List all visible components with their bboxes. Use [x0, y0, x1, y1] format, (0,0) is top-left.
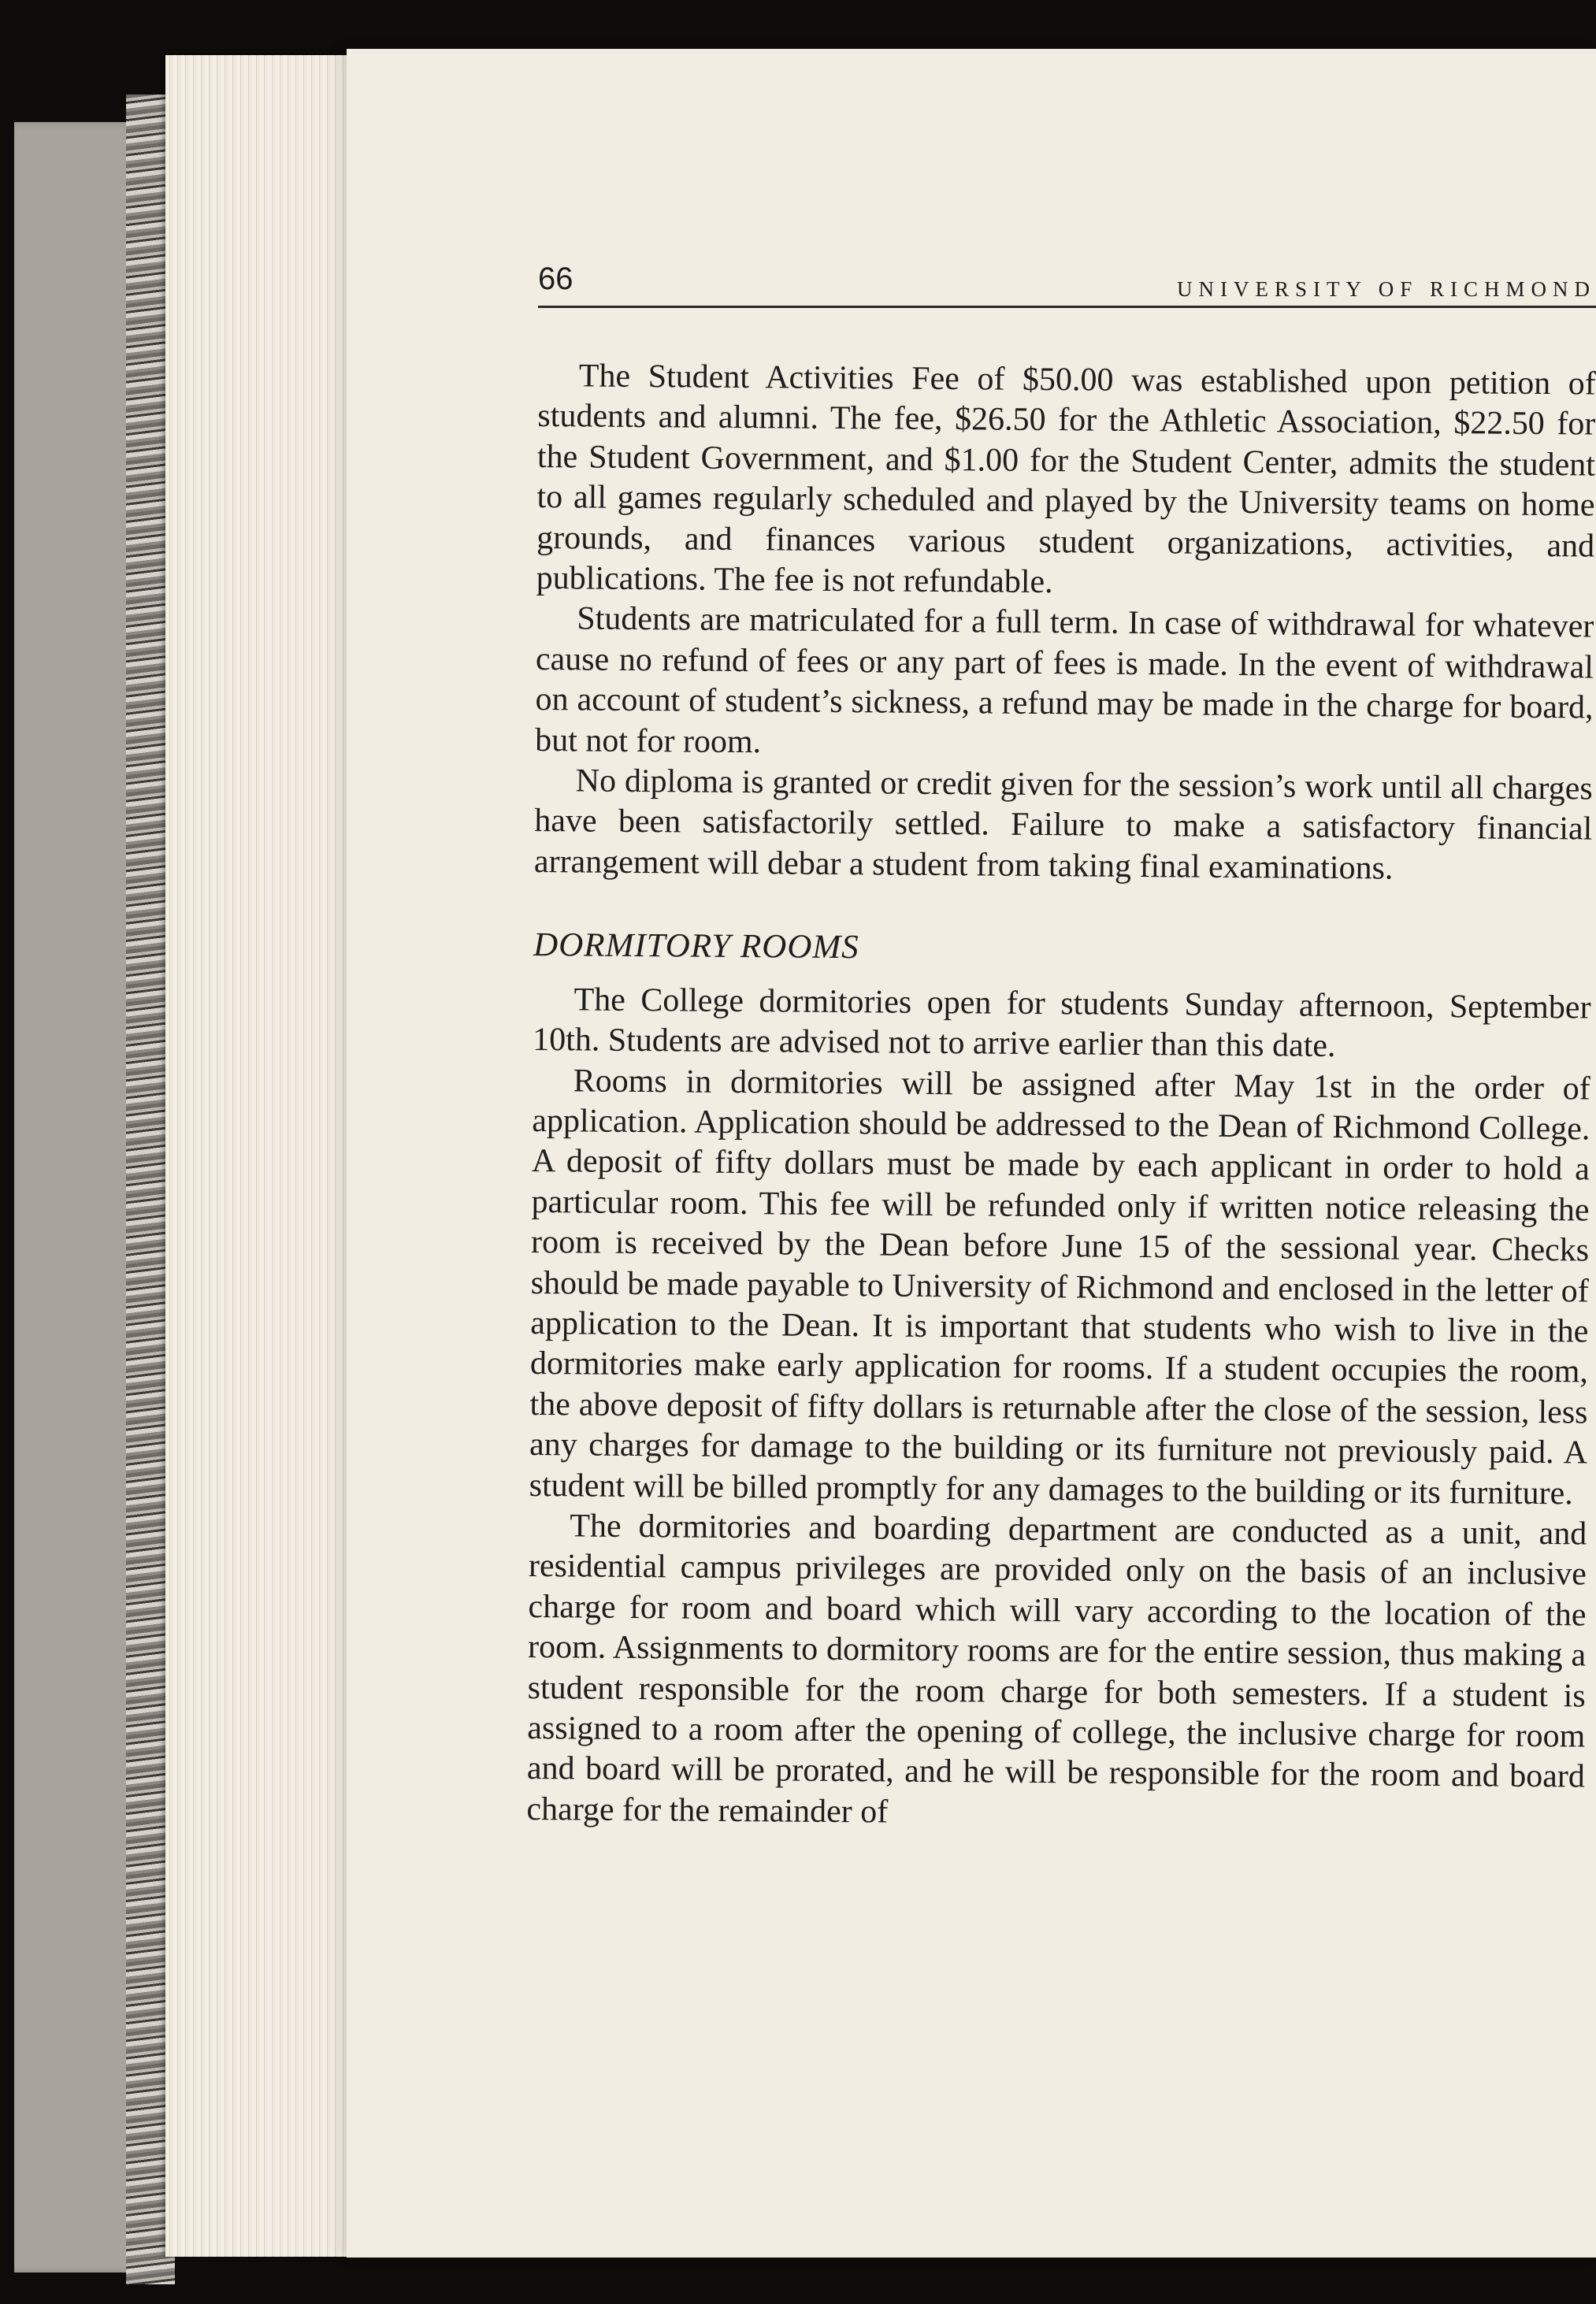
page-stack-edges	[165, 55, 362, 2257]
paragraph-matriculation: Students are matriculated for a full term. In case of withdrawal for whatever cause no refund of fees or any part of fees is made. In the event of withdrawal on account of student’s sickness, a refund may be made in the charge for board, but not for room.	[534, 600, 1594, 760]
paragraph-boarding-department: The dormitories and boarding department are conducted as a unit, and residential campus privileges are provided only on the basis of an inclusive charge for room and board which will vary according to the location of the room. Assignments to dormitory rooms are for the entire session, thus making a student responsible for the room charge for both semesters. If a student is assigned to a room after the opening of college, the inclusive charge for room and board will be prorated, and he will be responsible for the room and board charge for the remainder of	[526, 1508, 1587, 1831]
paragraph-room-assignment: Rooms in dormitories will be assigned after May 1st in the order of application. Application should be addressed to the Dean of Richmond College. A deposit of fifty dollars must be made by each applicant in order to hold a particular room. This fee will be refunded only if written notice releasing the room is received by the Dean before June 15 of the sessional year. Checks should be made payable to University of Richmond and enclosed in the letter of application to the Dean. It is important that students who wish to live in the dormitories make early application for rooms. If a student occupies the room, the above deposit of fifty dollars is returnable after the close of the session, less any charges for damage to the building or its furniture not previously paid. A student will be billed promptly for any damages to the building or its furniture.	[529, 1062, 1590, 1512]
page-body	[526, 356, 1596, 1838]
paragraph-dormitories-open: The College dormitories open for students Sunday afternoon, September 10th. Students are advised not to arrive earlier than this date.	[533, 981, 1591, 1065]
book-page	[347, 49, 1596, 2258]
section-heading-dormitory-rooms: DORMITORY ROOMS	[533, 926, 859, 966]
paragraph-diploma: No diploma is granted or credit given for the session’s work until all charges have been satisfactorily settled. Failure to make a satisfactory financial arrangement will debar a student from taking final examinations.	[533, 762, 1593, 887]
paragraph-activities-fee: The Student Activities Fee of $50.00 was established upon petition of students and alumni. The fee, $26.50 for the Athletic Association, $22.50 for the Student Government, and $1.00 for the Student Center, admits the student to all games regularly scheduled and played by the University teams on home grounds, and finances various student organizations, activities, and publications. The fee is not refundable.	[536, 358, 1596, 601]
header-rule	[538, 306, 1596, 308]
running-head: UNIVERSITY OF RICHMOND	[1176, 277, 1596, 301]
page-number: 66	[538, 262, 573, 296]
